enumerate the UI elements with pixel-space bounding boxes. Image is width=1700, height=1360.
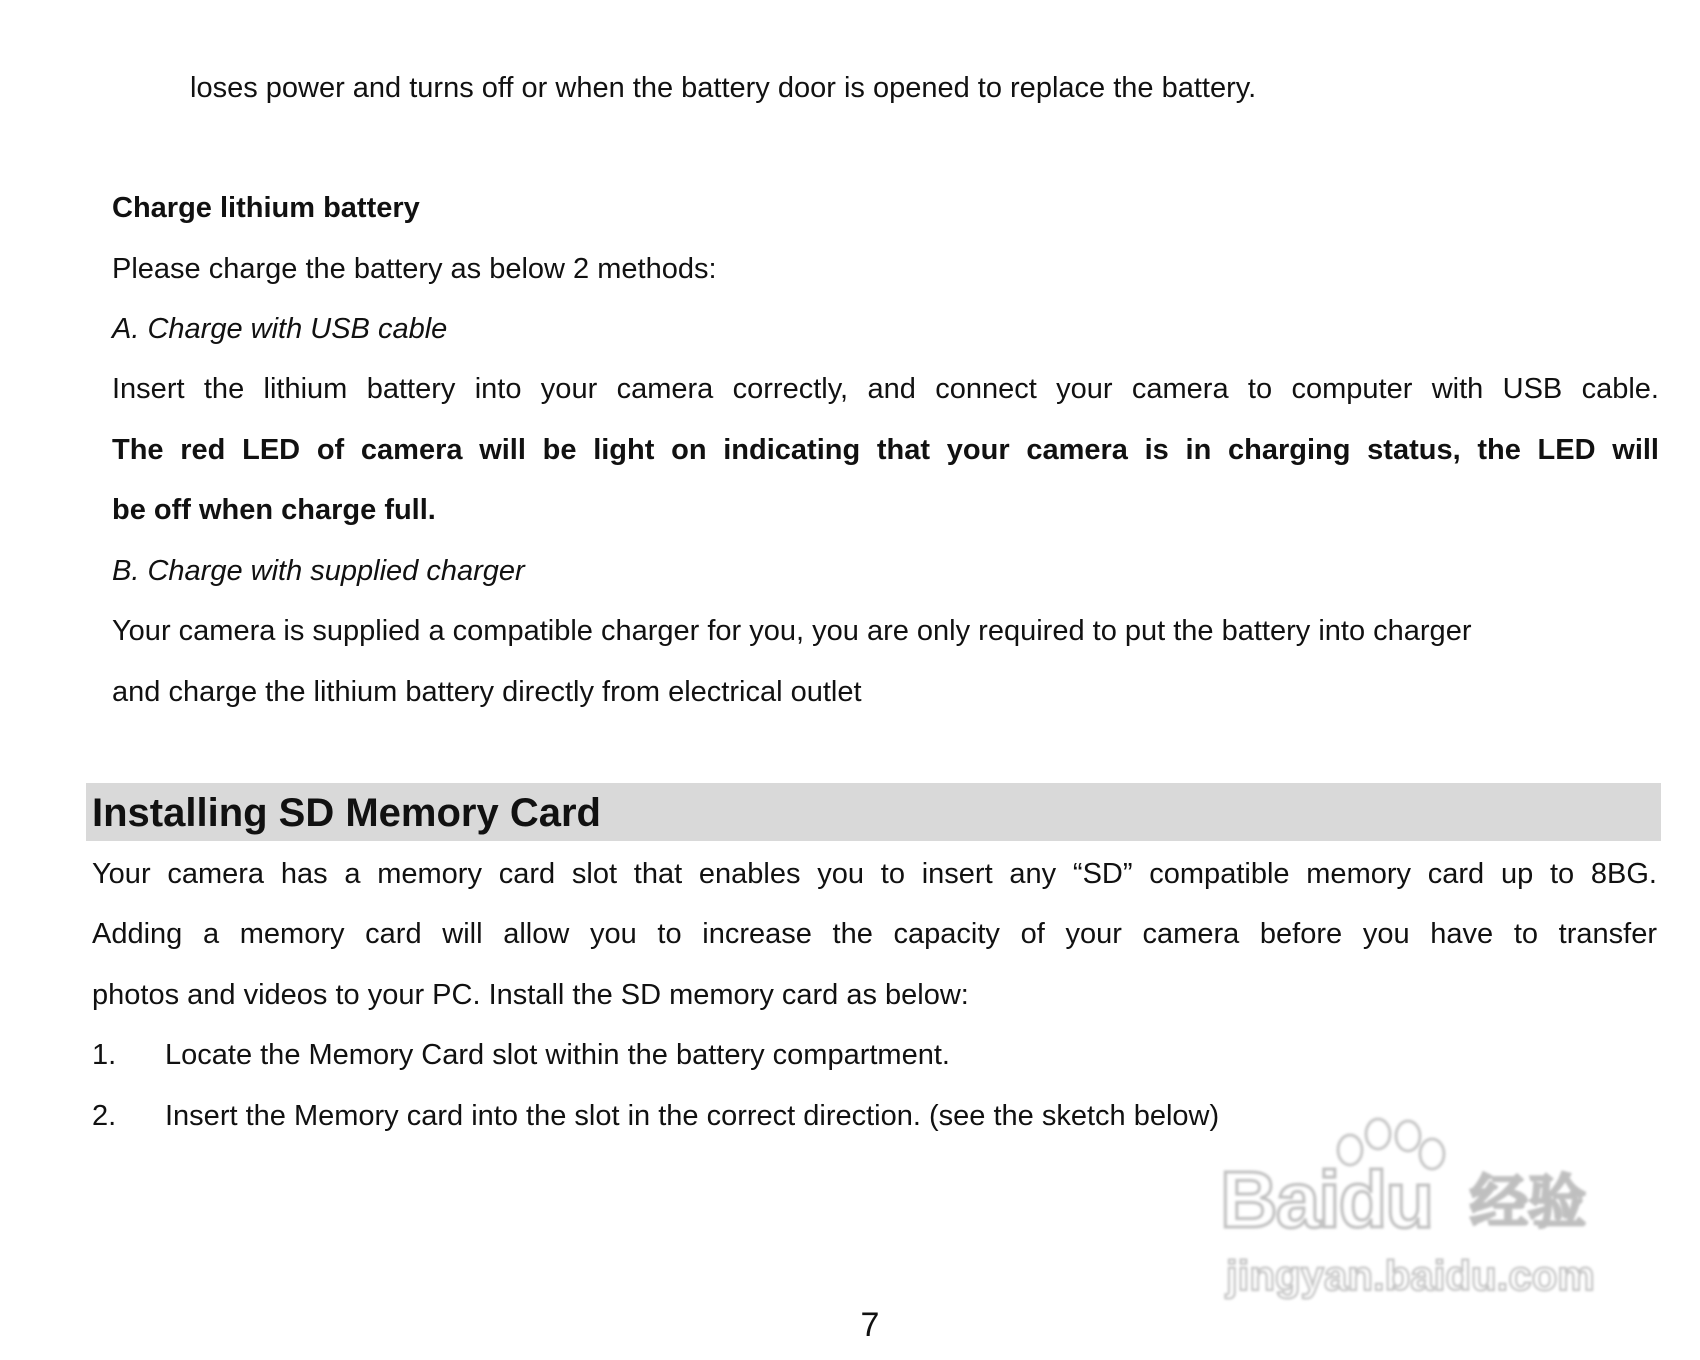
- step-number: 1.: [92, 1039, 117, 1071]
- method-b-title: B. Charge with supplied charger: [112, 555, 525, 587]
- method-a-title: A. Charge with USB cable: [112, 313, 448, 345]
- watermark-brand: Baidu: [1220, 1155, 1433, 1244]
- section-title: Installing SD Memory Card: [92, 791, 601, 835]
- method-a-text: Insert the lithium battery into your camera correctly, and connect your camera to computer with USB cable.: [112, 373, 1659, 405]
- continuation-text: loses power and turns off or when the battery door is opened to replace the battery.: [190, 72, 1257, 104]
- method-b-line2: and charge the lithium battery directly from electrical outlet: [112, 676, 862, 708]
- sd-paragraph-line1: Your camera has a memory card slot that enables you to insert any “SD” compatible memory card up to 8BG.: [92, 858, 1657, 890]
- sd-paragraph-line3: photos and videos to your PC. Install the SD memory card as below:: [92, 979, 969, 1011]
- step-number: 2.: [92, 1100, 117, 1132]
- sd-paragraph-line2: Adding a memory card will allow you to increase the capacity of your camera before you have to transfer: [92, 918, 1657, 950]
- charge-intro: Please charge the battery as below 2 methods:: [112, 253, 717, 285]
- watermark-url: jingyan.baidu.com: [1226, 1252, 1595, 1299]
- baidu-jingyan-watermark: [1210, 1112, 1630, 1312]
- charge-heading: Charge lithium battery: [112, 192, 420, 224]
- method-a-note-line1: The red LED of camera will be light on indicating that your camera is in charging status, the LED will: [112, 434, 1659, 466]
- watermark-suffix: 经验: [1470, 1168, 1587, 1236]
- step-text: Locate the Memory Card slot within the battery compartment.: [165, 1039, 950, 1071]
- method-b-line1: Your camera is supplied a compatible charger for you, you are only required to put the battery into charger: [112, 615, 1472, 647]
- method-a-note-line2: be off when charge full.: [112, 494, 436, 526]
- step-text: Insert the Memory card into the slot in the correct direction. (see the sketch below): [165, 1100, 1220, 1132]
- page-number: 7: [860, 1306, 880, 1344]
